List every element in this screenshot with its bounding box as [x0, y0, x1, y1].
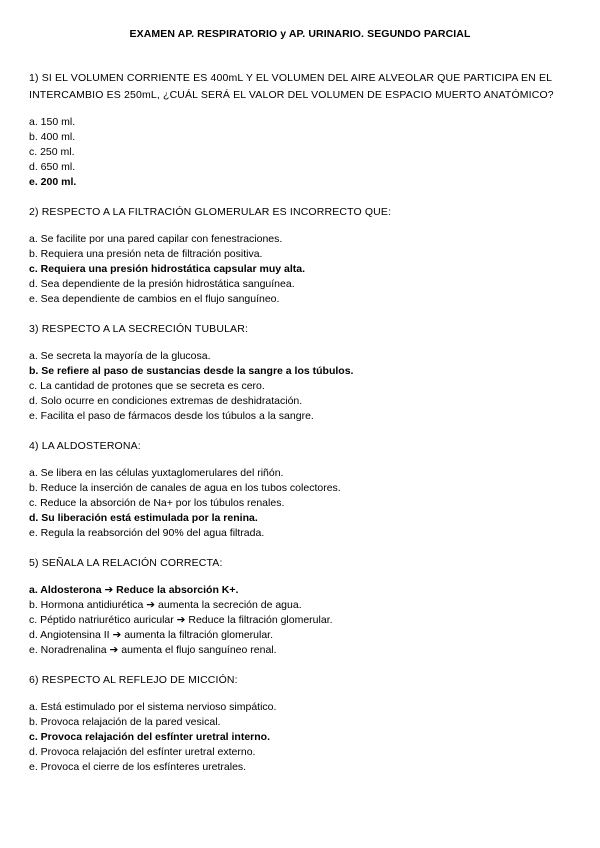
question-text: 1) SI EL VOLUMEN CORRIENTE ES 400mL Y EL VOLUMEN DEL AIRE ALVEOLAR QUE PARTICIPA EN EL INTERCAMBIO ES 250mL, ¿CUÁL SERÁ EL VALOR DEL VOLUMEN DE ESPACIO MUERTO ANATÓMICO? — [29, 72, 554, 101]
question-3 — [29, 321, 579, 424]
option-c: c. La cantidad de protones que se secreta es cero. — [29, 380, 265, 392]
option-a: a. Aldosterona ➔ Reduce la absorción K+. — [29, 584, 239, 596]
option-a: a. Se secreta la mayoría de la glucosa. — [29, 350, 211, 362]
option-e: e. Provoca el cierre de los esfínteres uretrales. — [29, 761, 247, 773]
question-text: 6) RESPECTO AL REFLEJO DE MICCIÓN: — [29, 674, 238, 686]
option-b: b. Provoca relajación de la pared vesical. — [29, 716, 221, 728]
option-c: c. 250 ml. — [29, 146, 75, 158]
option-b: b. Hormona antidiurética ➔ aumenta la secreción de agua. — [29, 599, 302, 611]
question-2 — [29, 204, 579, 307]
options-list — [29, 232, 579, 307]
option-e: e. Sea dependiente de cambios en el flujo sanguíneo. — [29, 293, 280, 305]
options-list — [29, 115, 579, 190]
options-list — [29, 466, 579, 541]
question-5 — [29, 555, 579, 658]
option-a: a. Se libera en las células yuxtaglomerulares del riñón. — [29, 467, 284, 479]
option-a: a. 150 ml. — [29, 116, 76, 128]
option-c: c. Provoca relajación del esfínter uretral interno. — [29, 731, 270, 743]
option-b: b. Se refiere al paso de sustancias desde la sangre a los túbulos. — [29, 365, 354, 377]
option-e: e. Regula la reabsorción del 90% del agua filtrada. — [29, 527, 265, 539]
question-text: 4) LA ALDOSTERONA: — [29, 440, 141, 452]
option-a: a. Se facilite por una pared capilar con fenestraciones. — [29, 233, 283, 245]
option-d: d. Provoca relajación del esfínter uretral externo. — [29, 746, 256, 758]
option-e: e. Noradrenalina ➔ aumenta el flujo sanguíneo renal. — [29, 644, 277, 656]
option-a: a. Está estimulado por el sistema nervioso simpático. — [29, 701, 277, 713]
question-4 — [29, 438, 579, 541]
option-b: b. Reduce la inserción de canales de agua en los tubos colectores. — [29, 482, 341, 494]
option-e: e. Facilita el paso de fármacos desde los túbulos a la sangre. — [29, 410, 314, 422]
question-6 — [29, 672, 579, 775]
options-list — [29, 700, 579, 775]
option-d: d. Sea dependiente de la presión hidrostática sanguínea. — [29, 278, 295, 290]
question-text: 5) SEÑALA LA RELACIÓN CORRECTA: — [29, 557, 223, 569]
option-b: b. Requiera una presión neta de filtración positiva. — [29, 248, 263, 260]
option-c: c. Requiera una presión hidrostática capsular muy alta. — [29, 263, 306, 275]
question-1 — [29, 70, 579, 190]
question-text: 3) RESPECTO A LA SECRECIÓN TUBULAR: — [29, 323, 249, 335]
option-d: d. Solo ocurre en condiciones extremas de deshidratación. — [29, 395, 303, 407]
exam-title: EXAMEN AP. RESPIRATORIO y AP. URINARIO. SEGUNDO PARCIAL — [129, 28, 471, 40]
option-e: e. 200 ml. — [29, 176, 77, 188]
question-text: 2) RESPECTO A LA FILTRACIÓN GLOMERULAR ES INCORRECTO QUE: — [29, 206, 392, 218]
option-d: d. Angiotensina II ➔ aumenta la filtración glomerular. — [29, 629, 274, 641]
option-c: c. Péptido natriurético auricular ➔ Reduce la filtración glomerular. — [29, 614, 333, 626]
options-list — [29, 583, 579, 658]
options-list — [29, 349, 579, 424]
option-b: b. 400 ml. — [29, 131, 76, 143]
option-d: d. 650 ml. — [29, 161, 76, 173]
option-c: c. Reduce la absorción de Na+ por los túbulos renales. — [29, 497, 285, 509]
option-d: d. Su liberación está estimulada por la renina. — [29, 512, 258, 524]
